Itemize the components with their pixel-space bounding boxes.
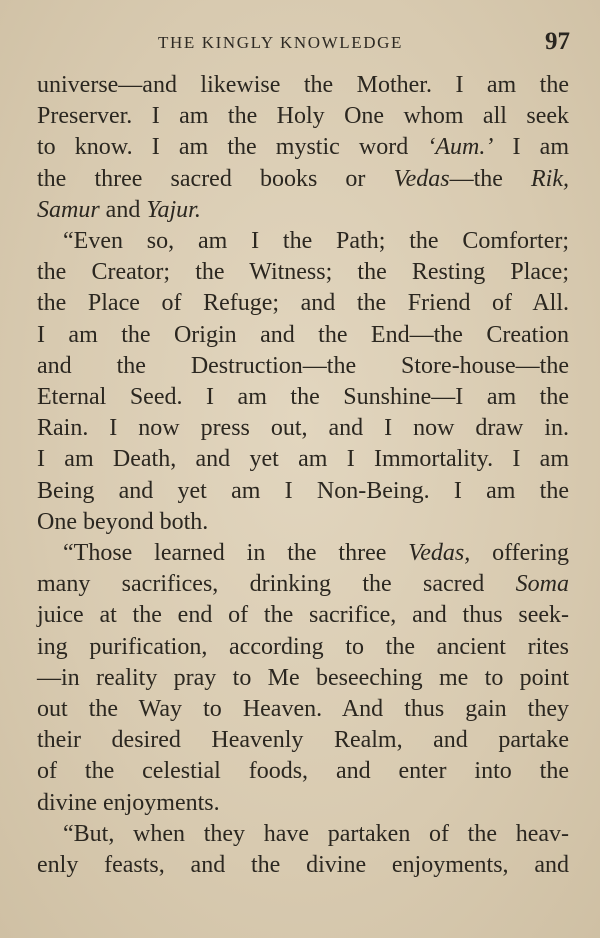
text-line: “Those learned in the three Vedas, offering [63, 540, 569, 567]
text-line: Samur and Yajur. [37, 196, 201, 223]
body-text [37, 70, 569, 881]
running-head [36, 28, 570, 58]
text-line: Preserver. I am the Holy One whom all seek [37, 103, 569, 130]
text-line: the Creator; the Witness; the Resting Place; [37, 259, 569, 286]
text-line: Rain. I now press out, and I now draw in. [37, 415, 569, 442]
text-line: universe—and likewise the Mother. I am the [37, 72, 569, 98]
running-title: THE KINGLY KNOWLEDGE [158, 33, 403, 52]
text-line: Eternal Seed. I am the Sunshine—I am the [37, 384, 569, 411]
text-line: “Even so, am I the Path; the Comforter; [63, 228, 569, 255]
text-line: many sacrifices, drinking the sacred Soma [37, 571, 569, 598]
text-line: their desired Heavenly Realm, and partake [37, 727, 569, 754]
text-line: divine enjoyments. [37, 789, 220, 816]
page-number: 97 [545, 28, 570, 55]
text-line: “But, when they have partaken of the heav- [63, 820, 569, 847]
text-line: of the celestial foods, and enter into the [37, 758, 569, 785]
text-line: out the Way to Heaven. And thus gain they [37, 696, 569, 723]
italic-word: Vedas, [408, 540, 471, 567]
italic-word: Vedas [393, 165, 450, 192]
paragraph-1 [37, 70, 569, 226]
text-line: —in reality pray to Me beseeching me to point [37, 664, 569, 691]
text-line: enly feasts, and the divine enjoyments, and [37, 852, 569, 879]
text-line: and the Destruction—the Store-house—the [37, 352, 569, 379]
text-line: I am the Origin and the End—the Creation [37, 321, 569, 348]
paragraph-4 [37, 819, 569, 881]
text-line: ing purification, according to the ancient rites [37, 633, 569, 660]
text-line: the three sacred books or Vedas—the Rik, [37, 165, 569, 192]
text-line: One beyond both. [37, 508, 209, 535]
italic-word: Samur [37, 196, 100, 223]
text-line: to know. I am the mystic word ‘Aum.’ I am [37, 134, 569, 161]
italic-word: Soma [515, 571, 569, 598]
paragraph-2 [37, 226, 569, 538]
italic-word: ‘Aum.’ [427, 134, 494, 161]
italic-word: Rik, [531, 165, 569, 192]
paragraph-3 [37, 538, 569, 819]
italic-word: Yajur. [146, 196, 201, 223]
text-line: the Place of Refuge; and the Friend of All. [37, 290, 569, 317]
text-line: I am Death, and yet am I Immortality. I am [37, 446, 569, 473]
text-line: juice at the end of the sacrifice, and thus seek- [37, 602, 569, 629]
text-line: Being and yet am I Non-Being. I am the [37, 477, 569, 504]
